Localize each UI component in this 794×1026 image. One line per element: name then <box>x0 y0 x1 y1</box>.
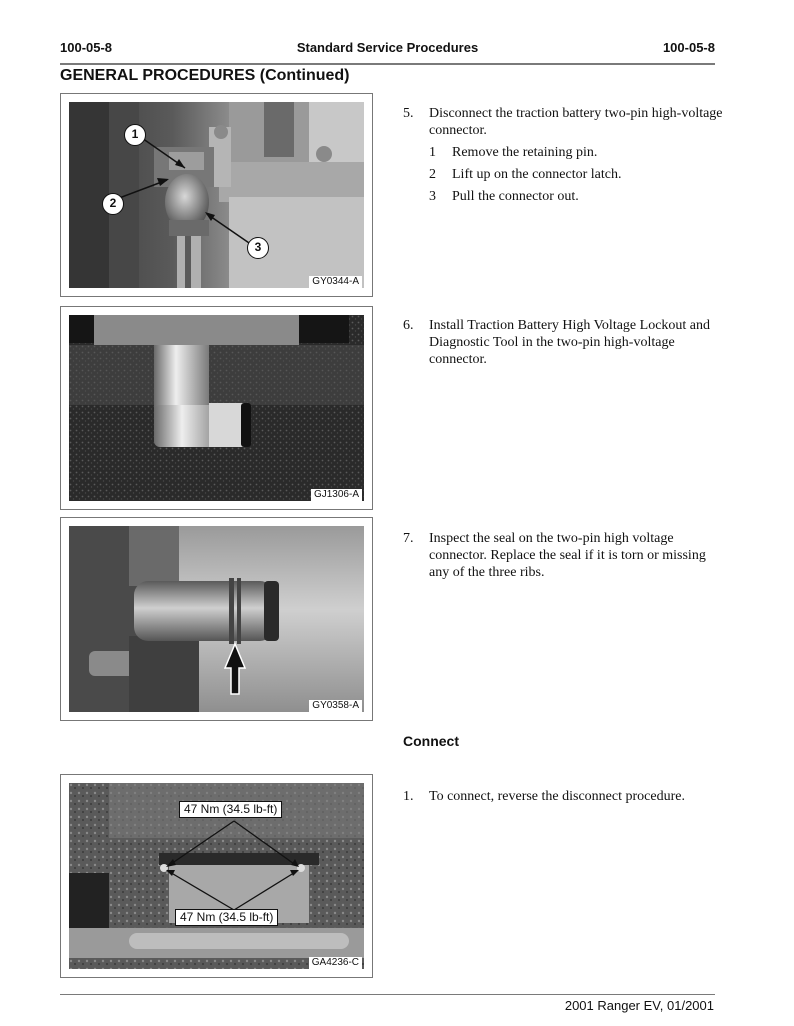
page-number-right: 100-05-8 <box>662 40 715 55</box>
step-text: Install Traction Battery High Voltage Lockout and Diagnostic Tool in the two-pin high-voltage connector. <box>429 318 711 367</box>
figure-id-label: GY0344-A <box>309 276 362 288</box>
torque-label-upper: 47 Nm (34.5 lb-ft) <box>179 801 282 818</box>
step-number: 6. <box>403 318 414 333</box>
connect-step-1 <box>403 788 723 805</box>
substep-number: 3 <box>429 189 436 204</box>
step-number: 7. <box>403 531 414 546</box>
substep-3 <box>429 188 723 210</box>
substep-text: Pull the connector out. <box>452 189 579 204</box>
substep-number: 1 <box>429 145 436 160</box>
step-number: 1. <box>403 789 414 804</box>
step-text: Disconnect the traction battery two-pin high-voltage connector. <box>429 106 723 138</box>
step-7 <box>403 530 723 581</box>
substep-1 <box>429 144 723 166</box>
figure-seal-inspection <box>60 517 373 721</box>
substep-2 <box>429 166 723 188</box>
photo-battery-mount <box>69 783 364 969</box>
step-5 <box>403 105 723 210</box>
photo-connector-seal <box>69 526 364 712</box>
step-number: 5. <box>403 106 414 121</box>
connect-heading: Connect <box>403 733 459 749</box>
footer-divider <box>60 994 715 995</box>
figure-id-label: GA4236-C <box>309 957 362 969</box>
substep-text: Lift up on the connector latch. <box>452 167 622 182</box>
callout-2: 2 <box>102 193 124 215</box>
step-text: Inspect the seal on the two-pin high voltage connector. Replace the seal if it is torn or missing any of the three ribs. <box>429 531 706 580</box>
document-title: Standard Service Procedures <box>296 40 479 55</box>
figure-connector-callouts <box>60 93 373 297</box>
figure-torque-specs <box>60 774 373 978</box>
section-title: GENERAL PROCEDURES (Continued) <box>60 67 350 84</box>
substep-text: Remove the retaining pin. <box>452 145 598 160</box>
header-divider <box>60 63 715 65</box>
step-text: To connect, reverse the disconnect procedure. <box>429 789 685 804</box>
photo-connector-closeup <box>69 102 364 288</box>
step-6 <box>403 317 723 368</box>
callout-3: 3 <box>247 237 269 259</box>
footer-edition: 2001 Ranger EV, 01/2001 <box>564 998 714 1013</box>
photo-lockout-tool <box>69 315 364 501</box>
running-header <box>60 38 715 58</box>
torque-label-lower: 47 Nm (34.5 lb-ft) <box>175 909 278 926</box>
figure-id-label: GJ1306-A <box>311 489 362 501</box>
callout-1: 1 <box>124 124 146 146</box>
substep-list <box>429 144 723 210</box>
figure-lockout-tool <box>60 306 373 510</box>
page-number-left: 100-05-8 <box>60 40 113 55</box>
figure-id-label: GY0358-A <box>309 700 362 712</box>
substep-number: 2 <box>429 167 436 182</box>
